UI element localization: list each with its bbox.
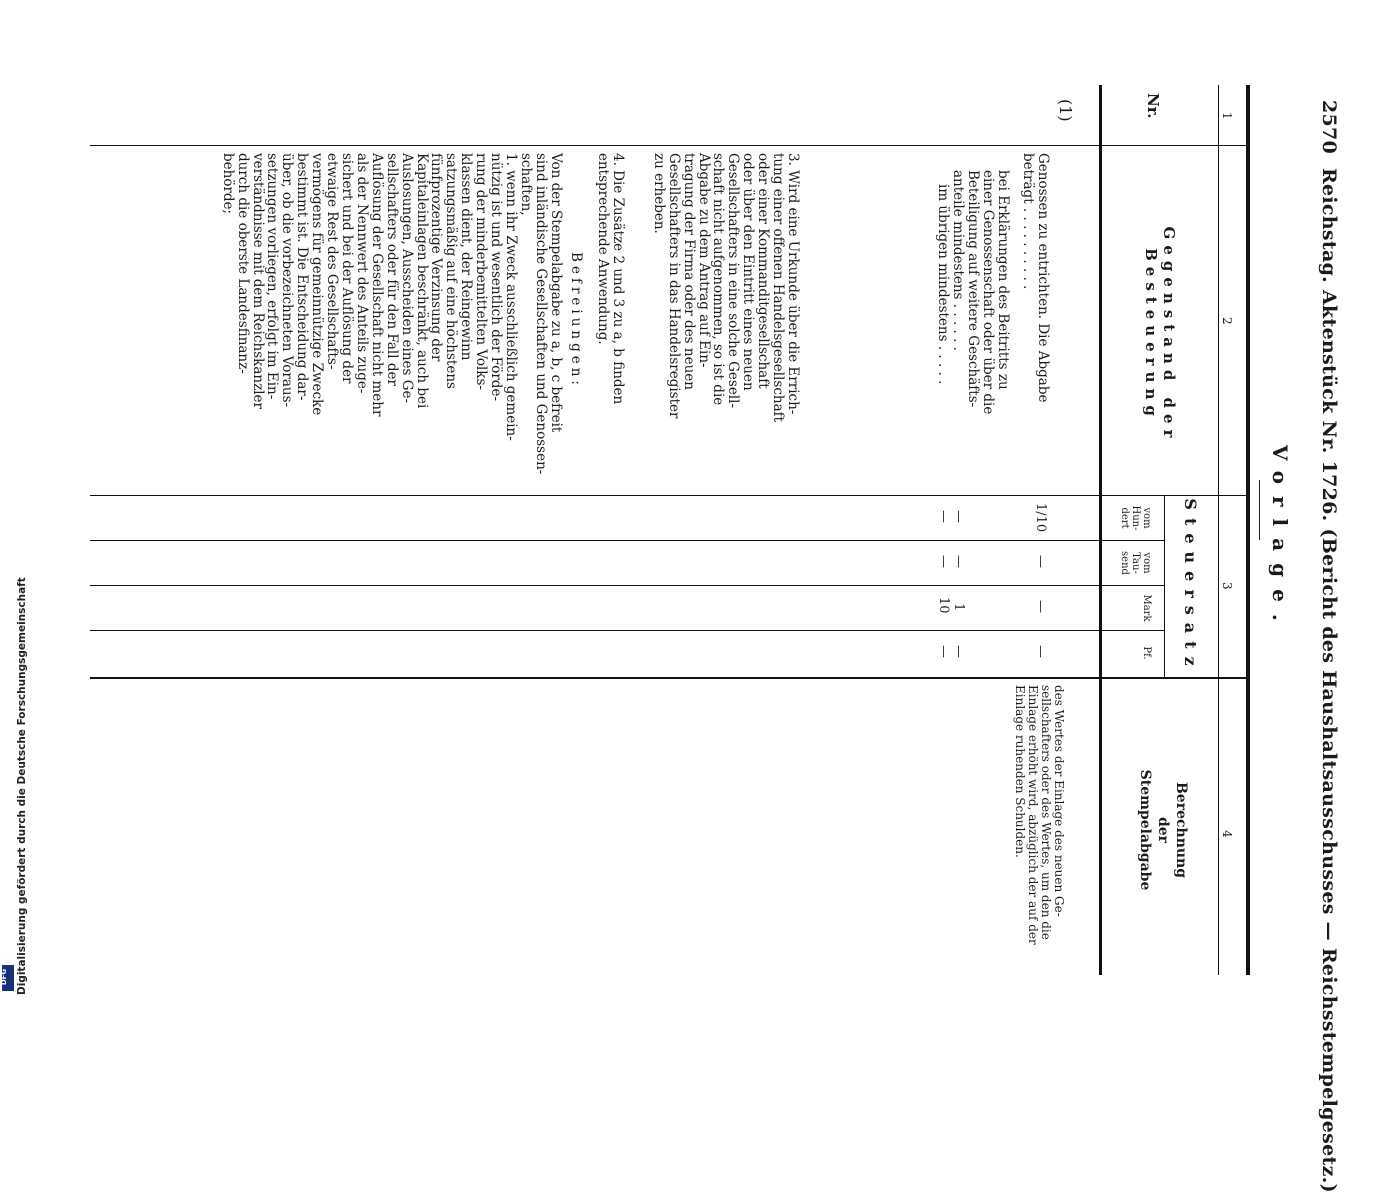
text-line: sichert und bei der Auflösung der — [339, 153, 356, 384]
row-number: (1) — [1056, 99, 1075, 122]
header-berechnung — [1136, 685, 1190, 975]
section-title: Vorlage. — [1268, 445, 1292, 633]
text-line: fünfprozentige Verzinsung der — [428, 153, 445, 362]
text-line: oder über den Eintritt eines neuen — [740, 153, 757, 391]
header-berechnung-3: Stempelabgabe — [1137, 769, 1153, 891]
text-line: tragung der Firma oder des neuen — [680, 153, 697, 390]
colnum-2: 2 — [1220, 317, 1234, 325]
rate-intro-hundert: 1/10 — [1033, 503, 1048, 533]
text-line: behörde; — [219, 153, 236, 215]
running-header — [1318, 100, 1340, 1193]
item-4 — [595, 153, 625, 488]
erklaerungen-text — [935, 170, 1010, 488]
sub-mark: Mark — [1141, 594, 1152, 622]
befreiungen-heading: Befreiungen: — [568, 252, 584, 389]
text-line: Auflösung der Gesellschaft nicht mehr — [368, 153, 385, 417]
digitization-credit — [0, 0, 28, 1000]
rate-intro-pf: — — [1033, 645, 1048, 658]
steuersatz-sub-rule — [1164, 495, 1165, 677]
text-line: sind inländische Gesellschaften und Genossen- — [533, 153, 550, 475]
rate-beitritt-hundert: — — [951, 510, 966, 523]
credit-text: Digitalisierung gefördert durch die Deutsche Forschungsgemeinschaft — [16, 577, 28, 995]
text-line: etwaige Rest des Gesellschafts- — [324, 153, 341, 370]
text-line: Genossen zu entrichten. Die Abgabe — [1035, 153, 1051, 403]
item-3 — [651, 153, 800, 488]
text-line: schaften, — [518, 153, 535, 216]
text-line: Beteiligung auf weitere Geschäfts- — [965, 170, 982, 408]
text-line: 4. Die Zusätze 2 und 3 zu a, b finden — [610, 153, 626, 405]
rate-uebrigen-hundert: — — [936, 510, 951, 523]
header-nr: Nr. — [1144, 93, 1162, 119]
rate-uebrigen-tausend: — — [936, 555, 951, 568]
colnum-3: 3 — [1220, 582, 1234, 590]
col-divider-3b — [90, 585, 1165, 586]
text-line: entsprechende Anwendung. — [595, 153, 612, 345]
sub-tausend: vom Tau- send — [1119, 551, 1152, 575]
rate-intro-mark: — — [1033, 600, 1048, 613]
text-line: 3. Wird eine Urkunde über die Errich- — [785, 153, 801, 415]
header-gegenstand: Gegenstand der Besteuerung — [1142, 226, 1178, 444]
text-line: setzungen vorliegen, erfolgt im Ein- — [264, 153, 281, 400]
text-line: verständnisse mit dem Reichskanzler — [249, 153, 266, 409]
text-line: nützig ist und wesentlich der Förde- — [488, 153, 505, 402]
header-berechnung-2: der — [1155, 816, 1171, 844]
col-divider-3c — [90, 630, 1165, 631]
text-line: Von der Stempelabgabe zu a, b, c befreit — [548, 153, 564, 433]
column-number-rule — [1218, 85, 1219, 975]
rate-intro-tausend: — — [1033, 555, 1048, 568]
col-divider-2 — [90, 495, 1250, 496]
text-line: satzungsmäßig auf eine höchstens — [443, 153, 460, 389]
rate-uebrigen-mark: 10 — [936, 597, 951, 614]
dfg-logo-text: DFG — [0, 968, 9, 986]
text-line: Gesellschafters in eine solche Gesell- — [725, 153, 742, 409]
text-line: anteile mindestens . . . . . . — [950, 170, 967, 351]
header-steuersatz: Steuersatz — [1181, 498, 1200, 674]
text-line: klassen dient, der Reingewinn — [458, 153, 475, 361]
header-berechnung-1: Berechnung — [1173, 781, 1189, 879]
text-line: schaft nicht aufgenommen, so ist die — [710, 153, 727, 406]
sub-pf: Pf. — [1141, 646, 1152, 660]
text-line: vermögens für gemeinnützige Zwecke — [309, 153, 326, 416]
text-line: im übrigen mindestens . . . . . — [935, 184, 952, 385]
text-line: beträgt . . . . . . . . . . — [1020, 153, 1037, 290]
rate-beitritt-mark: 1 — [951, 603, 966, 612]
befreiungen-text — [518, 153, 563, 488]
col-divider-3a — [90, 540, 1165, 541]
text-line: durch die oberste Landesfinanz- — [234, 153, 251, 374]
intro-text — [1020, 153, 1050, 488]
text-line: rung der minderbemittelten Volks- — [473, 153, 490, 390]
rate-beitritt-tausend: — — [951, 555, 966, 568]
page-number: 2570 — [1318, 100, 1340, 155]
text-line: Kapitaleinlagen beschränkt, auch bei — [413, 153, 430, 409]
dfg-logo-icon — [2, 965, 14, 991]
header-bottom-rule — [1099, 85, 1102, 975]
text-line: 1. wenn ihr Zweck ausschließlich gemein- — [503, 153, 519, 441]
text-line: zu erheben. — [650, 153, 667, 234]
text-line: Auslosungen, Ausscheiden eines Ge- — [398, 153, 415, 404]
col-divider-1 — [90, 145, 1250, 146]
berechnung-note: des Wertes der Einlage des neuen Ge- sellschafters oder des Wertes, um den die Einlage erhöht wird, abzüglich der auf der Einlage ruhenden Schulden. — [1013, 685, 1066, 945]
rotated-document — [90, 85, 1340, 1193]
text-line: sellschafters oder für den Fall der — [383, 153, 400, 386]
text-line: bestimmt ist. Die Entscheidung dar- — [294, 153, 311, 401]
col-divider-4 — [90, 677, 1250, 679]
rate-uebrigen-pf: — — [936, 645, 951, 658]
text-line: über, ob die vorbezeichneten Voraus- — [279, 153, 296, 408]
text-line: als der Nennwert des Anteils zuge- — [353, 153, 370, 394]
section-rule — [1259, 480, 1260, 540]
rate-beitritt-pf: — — [951, 645, 966, 658]
text-line: tung einer offenen Handelsgesellschaft — [770, 153, 787, 423]
text-line: bei Erklärungen des Beitritts zu — [995, 170, 1011, 390]
table-top-rule — [1246, 85, 1250, 975]
text-line: oder einer Kommanditgesellschaft — [755, 153, 772, 389]
text-line: Abgabe zu dem Antrag auf Ein- — [695, 153, 712, 368]
sub-hundert: vom Hun- dert — [1119, 505, 1152, 531]
text-line: Gesellschafters in das Handelsregister — [665, 153, 682, 419]
header-title: Reichstag. Aktenstück Nr. 1726. (Bericht des Haushaltsausschusses — Reichsstempelgesetz.) — [1318, 167, 1340, 1193]
colnum-4: 4 — [1220, 830, 1234, 838]
colnum-1: 1 — [1220, 112, 1234, 120]
text-line: einer Genossenschaft oder über die — [980, 170, 997, 415]
item-1 — [220, 153, 518, 488]
